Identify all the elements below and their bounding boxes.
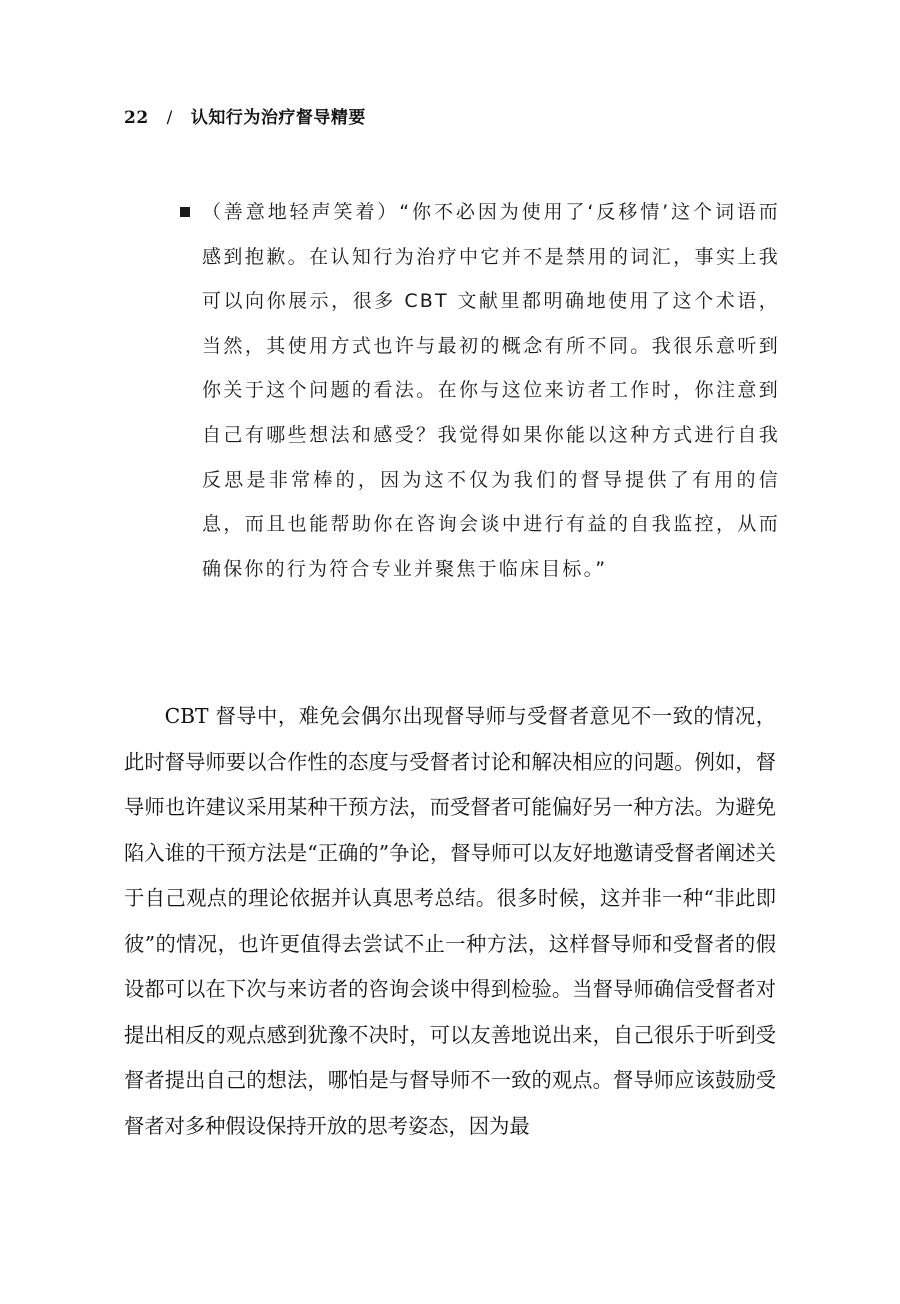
header-separator: /: [166, 108, 173, 128]
book-title: 认知行为治疗督导精要: [190, 108, 366, 128]
square-bullet-icon: [180, 207, 190, 217]
supervisor-quote-text: （善意地轻声笑着）“你不必因为使用了‘反移情’这个词语而感到抱歉。在认知行为治疗中它并不是禁用的词汇，事实上我可以向你展示，很多 CBT 文献里都明确地使用了这个术语，当然，其使用方式也许与最初的概念有所不同。我很乐意听到你关于这个问题的看法。在你与这位来访者工作时，你注意到自己有哪些想法和感受？我觉得如果你能以这种方式进行自我反思是非常棒的，因为这不仅为我们的督导提供了有用的信息，而且也能帮助你在咨询会谈中进行有益的自我监控，从而确保你的行为符合专业并聚焦于临床目标。”: [202, 201, 780, 580]
page-number: 22: [124, 108, 149, 128]
body-paragraph: CBT 督导中，难免会偶尔出现督导师与受督者意见不一致的情况，此时督导师要以合作性的态度与受督者讨论和解决相应的问题。例如，督导师也许建议采用某种干预方法，而受督者可能偏好另一种方法。为避免陷入谁的干预方法是“正确的”争论，督导师可以友好地邀请受督者阐述关于自己观点的理论依据并认真思考总结。很多时候，这并非一种“非此即彼”的情况，也许更值得去尝试不止一种方法，这样督导师和受督者的假设都可以在下次与来访者的咨询会谈中得到检验。当督导师确信受督者对提出相反的观点感到犹豫不决时，可以友善地说出来，自己很乐于听到受督者提出自己的想法，哪怕是与督导师不一致的观点。督导师应该鼓励受督者对多种假设保持开放的思考姿态，因为最: [124, 704, 776, 1138]
supervisor-quote-block: [180, 190, 780, 591]
running-header: [124, 103, 366, 128]
